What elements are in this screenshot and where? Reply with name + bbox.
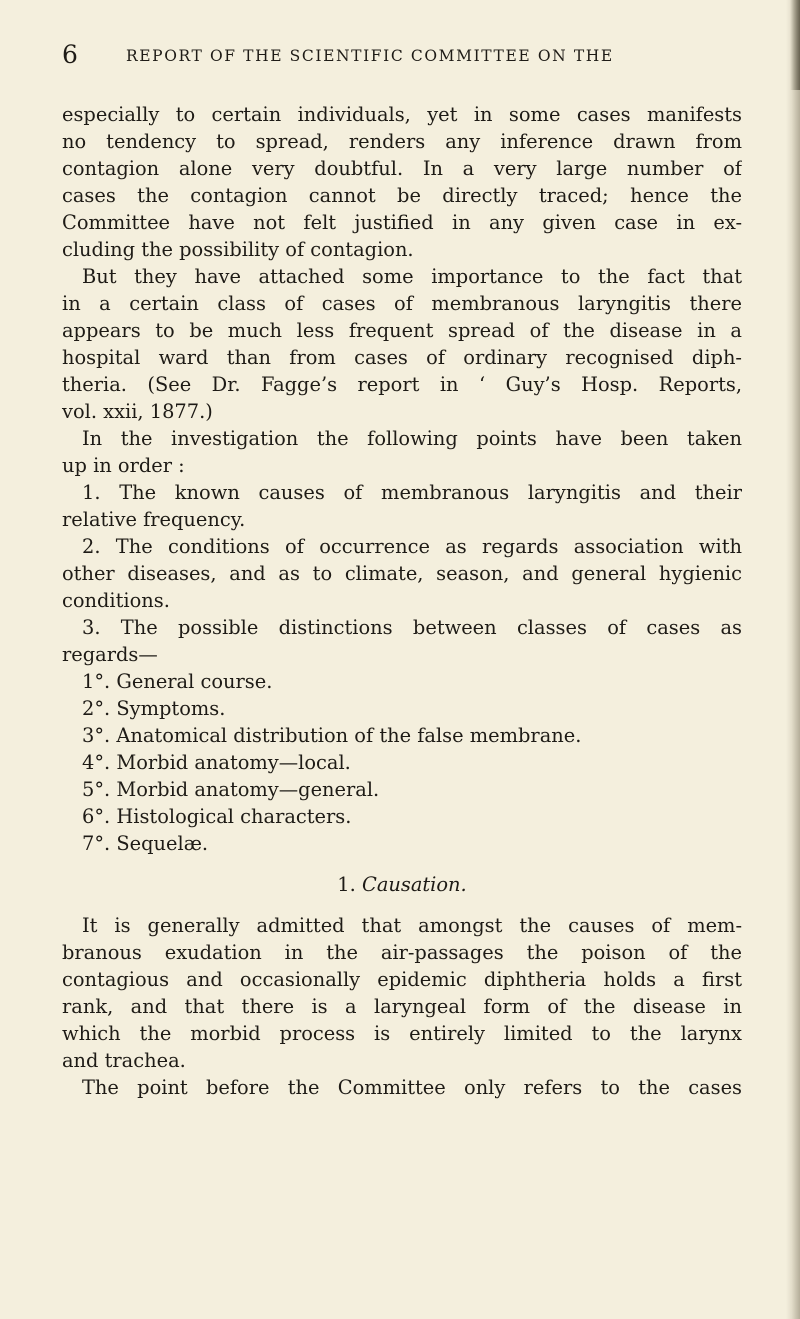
list-item-2 bbox=[62, 533, 742, 614]
text-line: hospital ward than from cases of ordinary recognised diph- bbox=[62, 346, 742, 369]
section-heading-number: 1. bbox=[337, 873, 356, 896]
text-line: vol. xxii, 1877.) bbox=[62, 400, 213, 423]
sub-list-item: 5°. Morbid anatomy—general. bbox=[82, 778, 380, 801]
section-heading bbox=[62, 857, 742, 912]
text-line: no tendency to spread, renders any inference drawn from bbox=[62, 130, 742, 153]
text-line: It is generally admitted that amongst the causes of mem- bbox=[82, 914, 742, 937]
text-line: in a certain class of cases of membranous laryngitis there bbox=[62, 292, 742, 315]
text-line: theria. (See Dr. Fagge’s report in ‘ Guy’s Hosp. Reports, bbox=[62, 373, 742, 396]
page-number: 6 bbox=[62, 40, 78, 69]
list-item-1 bbox=[62, 479, 742, 533]
text-line: other diseases, and as to climate, season, and general hygienic bbox=[62, 562, 742, 585]
paragraph-3 bbox=[62, 425, 742, 479]
paragraph-5 bbox=[62, 1074, 742, 1101]
text-line: contagious and occasionally epidemic diphtheria holds a first bbox=[62, 968, 742, 991]
sub-list-item: 7°. Sequelæ. bbox=[82, 832, 209, 855]
text-line: 2. The conditions of occurrence as regards association with bbox=[82, 535, 742, 558]
text-line: cluding the possibility of contagion. bbox=[62, 238, 414, 261]
text-line: But they have attached some importance to the fact that bbox=[82, 265, 742, 288]
text-line: relative frequency. bbox=[62, 508, 246, 531]
text-line: In the investigation the following points have been taken bbox=[82, 427, 742, 450]
text-line: appears to be much less frequent spread of the disease in a bbox=[62, 319, 742, 342]
sub-list bbox=[62, 668, 742, 857]
sub-list-item: 6°. Histological characters. bbox=[82, 805, 352, 828]
body-text bbox=[62, 101, 742, 1101]
section-heading-title: Causation. bbox=[361, 873, 467, 896]
text-line: branous exudation in the air-passages the poison of the bbox=[62, 941, 742, 964]
binding-mark bbox=[790, 0, 800, 90]
text-line: Committee have not felt justified in any given case in ex- bbox=[62, 211, 742, 234]
text-line: 1. The known causes of membranous laryngitis and their bbox=[82, 481, 742, 504]
sub-list-item: 1°. General course. bbox=[82, 670, 273, 693]
page-edge-shadow bbox=[786, 0, 800, 1319]
running-head: REPORT OF THE SCIENTIFIC COMMITTEE ON THE bbox=[126, 47, 614, 65]
page-header bbox=[62, 40, 742, 70]
text-line: The point before the Committee only refers to the cases bbox=[82, 1076, 742, 1099]
text-line: and trachea. bbox=[62, 1049, 186, 1072]
sub-list-item: 3°. Anatomical distribution of the false membrane. bbox=[82, 724, 582, 747]
text-line: conditions. bbox=[62, 589, 170, 612]
paragraph-1 bbox=[62, 101, 742, 263]
text-line: which the morbid process is entirely limited to the larynx bbox=[62, 1022, 742, 1045]
text-line: regards— bbox=[62, 643, 158, 666]
text-line: up in order : bbox=[62, 454, 185, 477]
sub-list-item: 4°. Morbid anatomy—local. bbox=[82, 751, 351, 774]
text-line: contagion alone very doubtful. In a very large number of bbox=[62, 157, 742, 180]
list-item-3 bbox=[62, 614, 742, 668]
text-line: especially to certain individuals, yet in some cases manifests bbox=[62, 103, 742, 126]
sub-list-item: 2°. Symptoms. bbox=[82, 697, 226, 720]
paragraph-2 bbox=[62, 263, 742, 425]
text-line: rank, and that there is a laryngeal form of the disease in bbox=[62, 995, 742, 1018]
paragraph-4 bbox=[62, 912, 742, 1074]
text-line: cases the contagion cannot be directly traced; hence the bbox=[62, 184, 742, 207]
text-line: 3. The possible distinctions between classes of cases as bbox=[82, 616, 742, 639]
